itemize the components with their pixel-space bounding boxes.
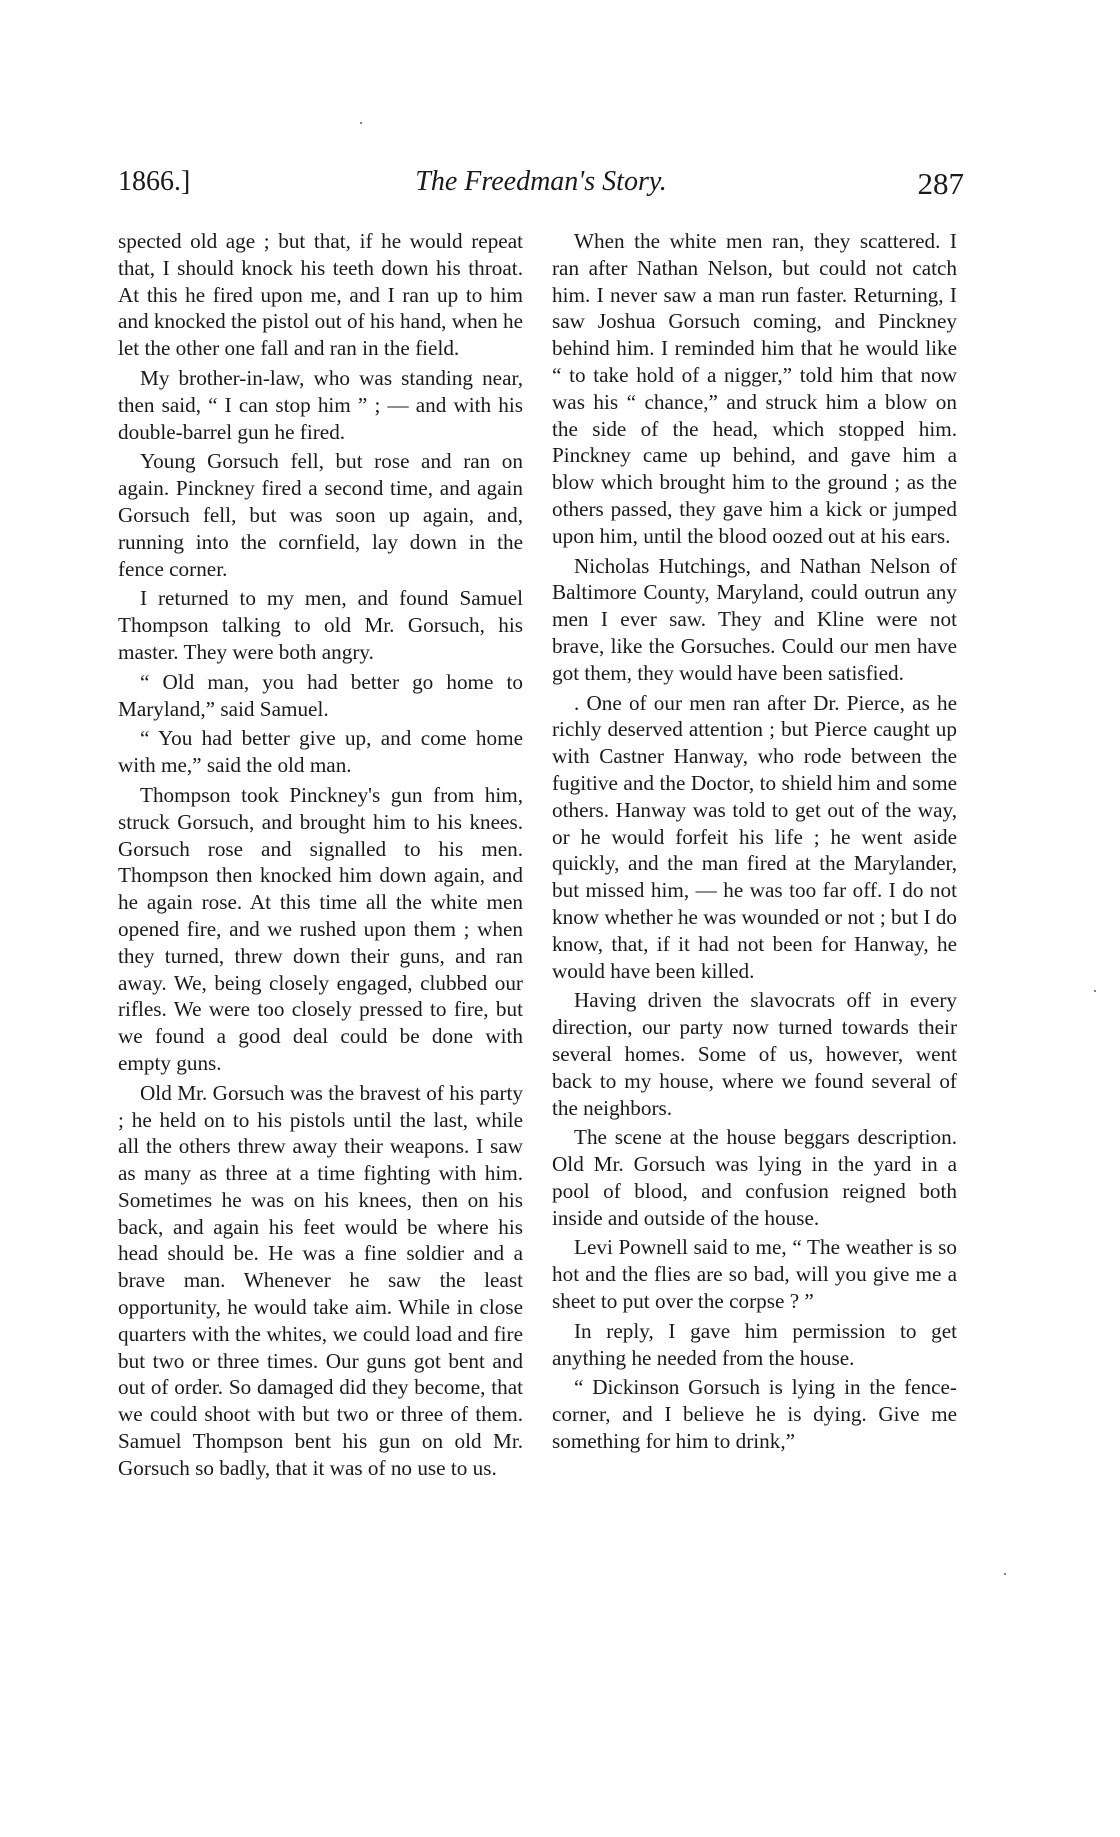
paper-speck: [1004, 1573, 1006, 1575]
paragraph: . One of our men ran after Dr. Pierce, as he richly deserved attention ; but Pierce caught up with Castner Hanway, who rode between the fugitive and the Doctor, to shield him and some others. Hanway was told to get out of the way, or he would forfeit his life ; he went aside quickly, and the man fired at the Marylander, but missed him, — he was too far off. I do not know whether he was wounded or not ; but I do know, that, if it had not been for Hanway, he would have been killed.: [552, 690, 957, 983]
paragraph: “ You had better give up, and come home with me,” said the old man.: [118, 726, 523, 778]
running-header: [118, 166, 964, 210]
paragraph: “ Dickinson Gorsuch is lying in the fence-corner, and I believe he is dying. Give me something for him to drink,”: [552, 1375, 957, 1454]
paragraph: Nicholas Hutchings, and Nathan Nelson of Baltimore County, Maryland, could outrun any men I ever saw. They and Kline were not brave, like the Gorsuches. Could our men have got them, they would have been satisfied.: [552, 553, 957, 685]
paper-speck: [360, 122, 362, 124]
paragraph: Levi Pownell said to me, “ The weather is so hot and the flies are so bad, will you give me a sheet to put over the corpse ? ”: [552, 1235, 957, 1314]
paragraph: I returned to my men, and found Samuel Thompson talking to old Mr. Gorsuch, his master. They were both angry.: [118, 586, 523, 664]
paragraph: My brother-in-law, who was standing near, then said, “ I can stop him ” ; — and with his double-barrel gun he fired.: [118, 365, 523, 444]
paragraph: The scene at the house beggars description. Old Mr. Gorsuch was lying in the yard in a pool of blood, and confusion reigned both inside and outside of the house.: [552, 1125, 957, 1230]
paragraph: Old Mr. Gorsuch was the bravest of his party ; he held on to his pistols until the last, while all the others threw away their weapons. I saw as many as three at a time fighting with him. Sometimes he was on his knees, then on his back, and again his feet would be where his head should be. He was a fine soldier and a brave man. Whenever he saw the least opportunity, he would take aim. While in close quarters with the whites, we could load and fire but two or three times. Our guns got bent and out of order. So damaged did they become, that we could shoot with but two or three of them. Samuel Thompson bent his gun on old Mr. Gorsuch so badly, that it was of no use to us.: [118, 1080, 523, 1480]
header-year: 1866.]: [118, 166, 191, 197]
paragraph: Having driven the slavocrats off in every direction, our party now turned towards their several homes. Some of us, however, went back to my house, where we found several of the neighbors.: [552, 988, 957, 1120]
paragraph: “ Old man, you had better go home to Maryland,” said Samuel.: [118, 669, 523, 721]
page-number: 287: [917, 166, 964, 201]
paragraph: Thompson took Pinckney's gun from him, struck Gorsuch, and brought him to his knees. Gorsuch rose and signalled to his men. Thompson then knocked him down again, and he again rose. At this time all the white men opened fire, and we rushed upon them ; when they turned, threw down their guns, and ran away. We, being closely engaged, clubbed our rifles. We were too closely pressed to fire, but we found a good deal could be done with empty guns.: [118, 782, 523, 1075]
paragraph: When the white men ran, they scattered. I ran after Nathan Nelson, but could not catch him. I never saw a man run faster. Returning, I saw Joshua Gorsuch coming, and Pinckney behind him. I reminded him that he would like “ to take hold of a nigger,” told him that now was his “ chance,” and struck him a blow on the side of the head, which stopped him. Pinckney came up behind, and gave him a blow which brought him to the ground ; as the others passed, they gave him a kick or jumped upon him, until the blood oozed out at his ears.: [552, 229, 957, 548]
header-title: The Freedman's Story.: [415, 166, 667, 197]
paragraph: Young Gorsuch fell, but rose and ran on again. Pinckney fired a second time, and again Gorsuch fell, but was soon up again, and, running into the cornfield, lay down in the fence corner.: [118, 449, 523, 581]
left-column: [118, 228, 523, 1482]
right-column: [552, 228, 957, 1455]
paragraph: spected old age ; but that, if he would repeat that, I should knock his teeth down his throat. At this he fired upon me, and I ran up to him and knocked the pistol out of his hand, when he let the other one fall and ran in the field.: [118, 229, 523, 361]
paper-speck: [1094, 990, 1096, 992]
paragraph: In reply, I gave him permission to get anything he needed from the house.: [552, 1318, 957, 1370]
